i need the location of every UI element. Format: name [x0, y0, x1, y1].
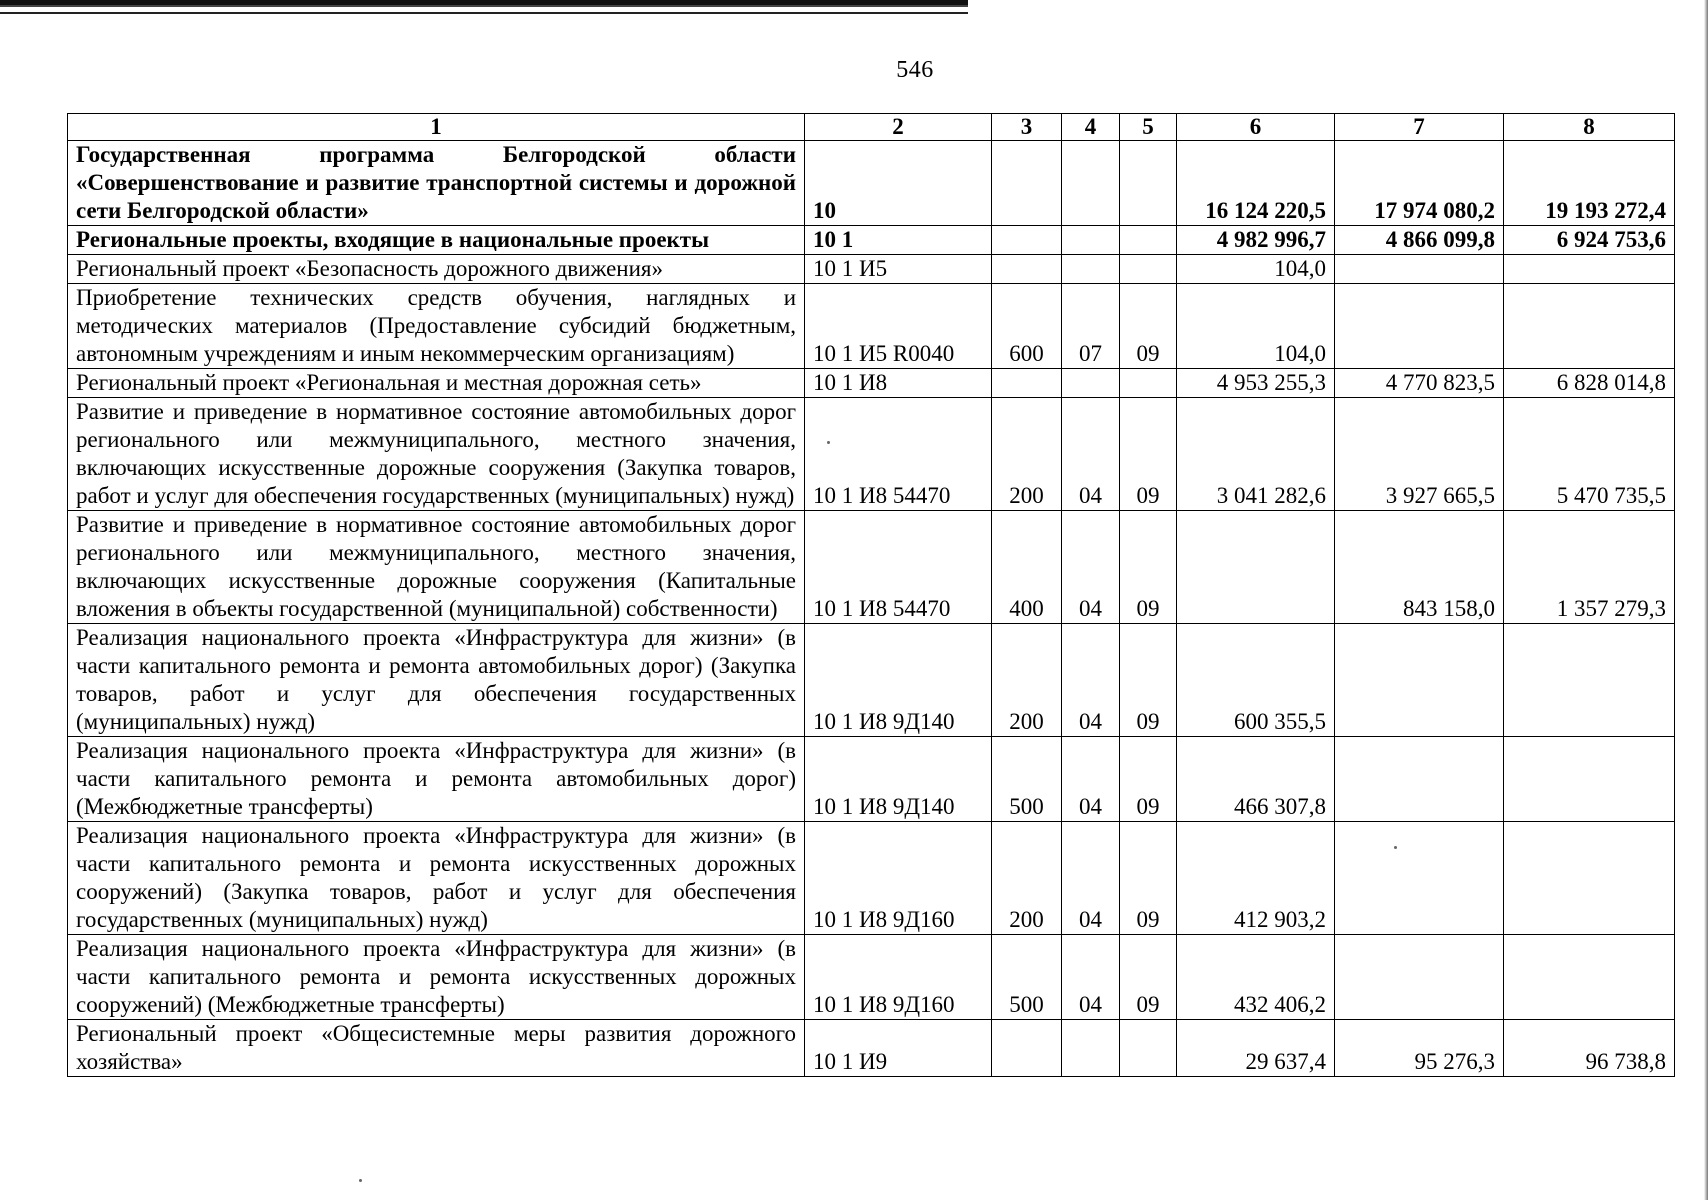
table-row	[68, 226, 1675, 255]
row-code: 10 1 И8	[805, 369, 992, 398]
row-col5: 09	[1120, 935, 1177, 1020]
row-col3	[992, 255, 1062, 284]
column-header: 5	[1120, 114, 1177, 141]
row-value-7	[1335, 822, 1504, 935]
row-value-7	[1335, 935, 1504, 1020]
row-value-8: 1 357 279,3	[1504, 511, 1675, 624]
row-col5	[1120, 141, 1177, 226]
row-col5: 09	[1120, 822, 1177, 935]
row-value-7: 17 974 080,2	[1335, 141, 1504, 226]
row-col3: 200	[992, 822, 1062, 935]
row-code: 10 1 И9	[805, 1020, 992, 1077]
column-header: 1	[68, 114, 805, 141]
row-col3	[992, 226, 1062, 255]
row-value-7: 95 276,3	[1335, 1020, 1504, 1077]
row-value-6: 4 953 255,3	[1177, 369, 1335, 398]
row-col4	[1062, 1020, 1120, 1077]
column-header: 4	[1062, 114, 1120, 141]
row-code: 10 1 И8 9Д160	[805, 935, 992, 1020]
row-col3: 500	[992, 737, 1062, 822]
row-value-7	[1335, 255, 1504, 284]
budget-table	[67, 113, 1675, 1077]
row-value-6: 104,0	[1177, 284, 1335, 369]
scan-speck	[1394, 846, 1397, 849]
row-code: 10 1 И8 9Д140	[805, 624, 992, 737]
row-value-8: 6 828 014,8	[1504, 369, 1675, 398]
row-description: Региональные проекты, входящие в национальные проекты	[68, 226, 805, 255]
row-value-8	[1504, 935, 1675, 1020]
row-description: Развитие и приведение в нормативное состояние автомобильных дорог регионального или межмуниципального, местного значения, включающих искусственные дорожные сооружения (Закупка товаров, работ и услуг для обеспечения государственных (муниципальных) нужд)	[68, 398, 805, 511]
table-row	[68, 822, 1675, 935]
row-description: Региональный проект «Безопасность дорожного движения»	[68, 255, 805, 284]
table-row	[68, 141, 1675, 226]
column-header: 3	[992, 114, 1062, 141]
row-value-6: 432 406,2	[1177, 935, 1335, 1020]
row-description: Развитие и приведение в нормативное состояние автомобильных дорог регионального или межмуниципального, местного значения, включающих искусственные дорожные сооружения (Капитальные вложения в объекты государственной (муниципальной) собственности)	[68, 511, 805, 624]
row-col5: 09	[1120, 624, 1177, 737]
row-code: 10 1 И8 9Д160	[805, 822, 992, 935]
row-value-8: 19 193 272,4	[1504, 141, 1675, 226]
row-col5	[1120, 255, 1177, 284]
row-code: 10 1 И8 54470	[805, 398, 992, 511]
row-code: 10 1 И5 R0040	[805, 284, 992, 369]
table-row	[68, 624, 1675, 737]
row-col3: 600	[992, 284, 1062, 369]
row-description: Реализация национального проекта «Инфраструктура для жизни» (в части капитального ремонта и ремонта искусственных дорожных сооружений) (Межбюджетные трансферты)	[68, 935, 805, 1020]
row-col5	[1120, 1020, 1177, 1077]
row-col5: 09	[1120, 398, 1177, 511]
table-row	[68, 398, 1675, 511]
row-description: Реализация национального проекта «Инфраструктура для жизни» (в части капитального ремонта и ремонта автомобильных дорог) (Межбюджетные трансферты)	[68, 737, 805, 822]
row-col3: 200	[992, 624, 1062, 737]
header-row	[68, 114, 1675, 141]
row-col4	[1062, 369, 1120, 398]
table-row	[68, 369, 1675, 398]
row-code: 10	[805, 141, 992, 226]
table-row	[68, 284, 1675, 369]
row-col3	[992, 1020, 1062, 1077]
table-row	[68, 511, 1675, 624]
row-col4	[1062, 226, 1120, 255]
row-value-6: 104,0	[1177, 255, 1335, 284]
row-col3: 500	[992, 935, 1062, 1020]
row-col3: 400	[992, 511, 1062, 624]
scan-border-line	[0, 12, 968, 14]
scan-speck	[827, 441, 830, 444]
scan-border-top	[0, 0, 968, 7]
row-value-6: 29 637,4	[1177, 1020, 1335, 1077]
row-col5: 09	[1120, 737, 1177, 822]
row-col5	[1120, 226, 1177, 255]
table-row	[68, 255, 1675, 284]
row-col5: 09	[1120, 284, 1177, 369]
row-value-6: 466 307,8	[1177, 737, 1335, 822]
row-col4: 07	[1062, 284, 1120, 369]
row-value-7: 3 927 665,5	[1335, 398, 1504, 511]
row-col4: 04	[1062, 935, 1120, 1020]
row-col5: 09	[1120, 511, 1177, 624]
row-col4: 04	[1062, 624, 1120, 737]
row-code: 10 1 И5	[805, 255, 992, 284]
row-value-6: 4 982 996,7	[1177, 226, 1335, 255]
scan-speck	[359, 1179, 362, 1182]
row-value-6: 3 041 282,6	[1177, 398, 1335, 511]
row-col3	[992, 141, 1062, 226]
row-col4: 04	[1062, 511, 1120, 624]
row-value-8	[1504, 284, 1675, 369]
table-row	[68, 737, 1675, 822]
row-col4	[1062, 255, 1120, 284]
table-row	[68, 935, 1675, 1020]
row-col3	[992, 369, 1062, 398]
row-value-7	[1335, 624, 1504, 737]
row-code: 10 1	[805, 226, 992, 255]
row-col4	[1062, 141, 1120, 226]
row-code: 10 1 И8 54470	[805, 511, 992, 624]
row-col4: 04	[1062, 398, 1120, 511]
row-value-6: 600 355,5	[1177, 624, 1335, 737]
row-description: Реализация национального проекта «Инфраструктура для жизни» (в части капитального ремонта и ремонта искусственных дорожных сооружений) (Закупка товаров, работ и услуг для обеспечения государственных (муниципальных) нужд)	[68, 822, 805, 935]
row-description: Приобретение технических средств обучения, наглядных и методических материалов (Предоставление субсидий бюджетным, автономным учреждениям и иным некоммерческим организациям)	[68, 284, 805, 369]
row-value-7	[1335, 737, 1504, 822]
row-value-8: 96 738,8	[1504, 1020, 1675, 1077]
page-number: 546	[896, 57, 934, 83]
row-description: Государственная программа Белгородской области «Совершенствование и развитие транспортной системы и дорожной сети Белгородской области»	[68, 141, 805, 226]
row-col4: 04	[1062, 822, 1120, 935]
row-col3: 200	[992, 398, 1062, 511]
scan-edge-right	[1704, 0, 1708, 1200]
column-header: 7	[1335, 114, 1504, 141]
row-value-8	[1504, 255, 1675, 284]
table-body	[68, 141, 1675, 1077]
row-description: Региональный проект «Региональная и местная дорожная сеть»	[68, 369, 805, 398]
column-header: 2	[805, 114, 992, 141]
row-value-7: 4 770 823,5	[1335, 369, 1504, 398]
row-description: Реализация национального проекта «Инфраструктура для жизни» (в части капитального ремонта и ремонта автомобильных дорог) (Закупка товаров, работ и услуг для обеспечения государственных (муниципальных) нужд)	[68, 624, 805, 737]
row-value-7: 843 158,0	[1335, 511, 1504, 624]
row-code: 10 1 И8 9Д140	[805, 737, 992, 822]
row-value-8	[1504, 822, 1675, 935]
row-value-6: 412 903,2	[1177, 822, 1335, 935]
row-description: Региональный проект «Общесистемные меры развития дорожного хозяйства»	[68, 1020, 805, 1077]
row-value-7: 4 866 099,8	[1335, 226, 1504, 255]
row-value-8: 5 470 735,5	[1504, 398, 1675, 511]
row-value-6: 16 124 220,5	[1177, 141, 1335, 226]
row-value-7	[1335, 284, 1504, 369]
table-row	[68, 1020, 1675, 1077]
column-header: 8	[1504, 114, 1675, 141]
row-value-8: 6 924 753,6	[1504, 226, 1675, 255]
column-header: 6	[1177, 114, 1335, 141]
row-col4: 04	[1062, 737, 1120, 822]
row-col5	[1120, 369, 1177, 398]
row-value-6	[1177, 511, 1335, 624]
row-value-8	[1504, 624, 1675, 737]
row-value-8	[1504, 737, 1675, 822]
